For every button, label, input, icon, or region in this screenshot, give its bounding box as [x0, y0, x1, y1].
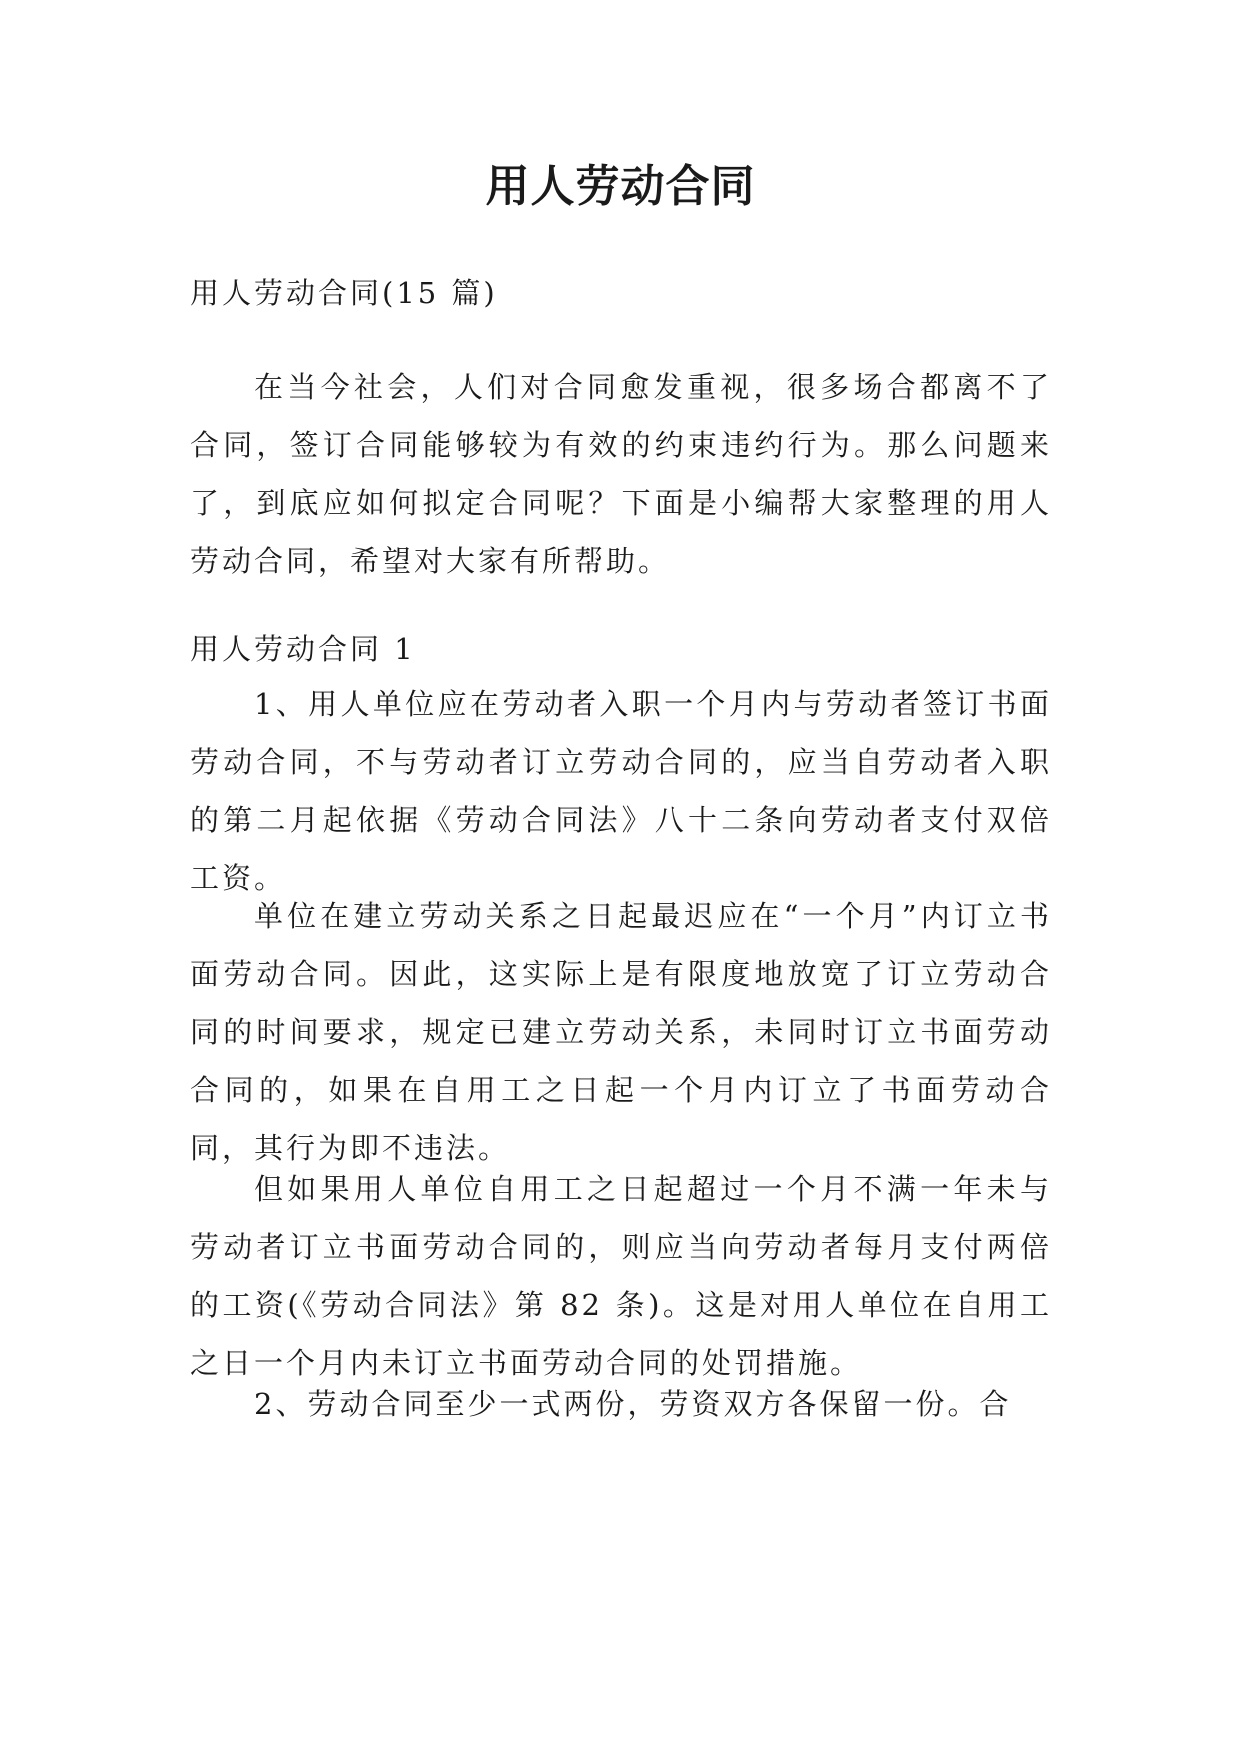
section-paragraph-3: 但如果用人单位自用工之日起超过一个月不满一年未与劳动者订立书面劳动合同的，则应当向劳动者每月支付两倍的工资(《劳动合同法》第 82 条)。这是对用人单位在自用工之日一个月内未订立书面劳动合同的处罚措施。 [190, 1172, 1052, 1380]
document-subtitle: 用人劳动合同(15 篇) [190, 276, 498, 310]
intro-paragraph: 在当今社会，人们对合同愈发重视，很多场合都离不了合同，签订合同能够较为有效的约束违约行为。那么问题来了，到底应如何拟定合同呢？下面是小编帮大家整理的用人劳动合同，希望对大家有所帮助。 [190, 370, 1052, 578]
section-heading: 用人劳动合同 1 [190, 632, 416, 666]
document-title: 用人劳动合同 [485, 161, 756, 212]
section-paragraph-1: 1、用人单位应在劳动者入职一个月内与劳动者签订书面劳动合同，不与劳动者订立劳动合同的，应当自劳动者入职的第二月起依据《劳动合同法》八十二条向劳动者支付双倍工资。 [190, 687, 1052, 895]
section-paragraph-2: 单位在建立劳动关系之日起最迟应在“一个月”内订立书面劳动合同。因此，这实际上是有限度地放宽了订立劳动合同的时间要求，规定已建立劳动关系，未同时订立书面劳动合同的，如果在自用工之日起一个月内订立了书面劳动合同，其行为即不违法。 [190, 899, 1052, 1165]
section-paragraph-4: 2、劳动合同至少一式两份，劳资双方各保留一份。合 [254, 1387, 1012, 1421]
